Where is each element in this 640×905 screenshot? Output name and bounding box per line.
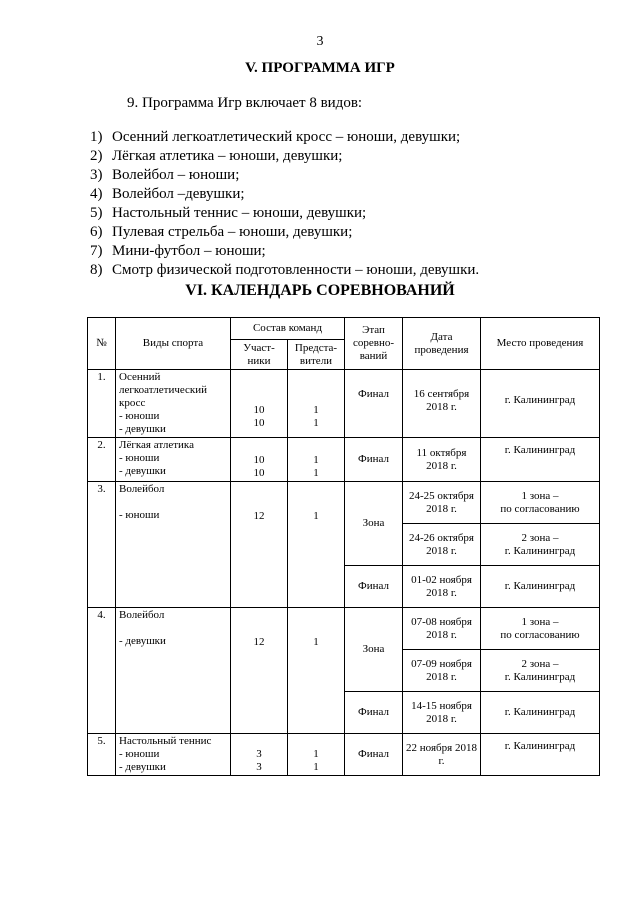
section-6-title: VI. КАЛЕНДАРЬ СОРЕВНОВАНИЙ (185, 282, 455, 299)
header-participants: Участ-ники (231, 340, 288, 370)
header-sport: Виды спорта (116, 318, 231, 370)
list-item: 7) Мини-футбол – юноши; (90, 243, 266, 259)
list-item: 4) Волейбол –девушки; (90, 186, 245, 202)
table-row: 4. Волейбол - девушки 12 1 Зона 07-08 ноября 2018 г. 1 зона – по согласованию (88, 608, 600, 650)
list-item: 2) Лёгкая атлетика – юноши, девушки; (90, 148, 343, 164)
list-item: 5) Настольный теннис – юноши, девушки; (90, 205, 367, 221)
header-representatives: Предста-вители (288, 340, 345, 370)
table-row: 24-26 октября 2018 г. 2 зона – г. Калининград (88, 524, 600, 566)
sport-cell: Волейбол - девушки (116, 608, 231, 734)
header-date: Дата проведения (403, 318, 481, 370)
header-teams: Состав команд (231, 318, 345, 340)
list-item: 3) Волейбол – юноши; (90, 167, 240, 183)
program-intro: 9. Программа Игр включает 8 видов: (127, 95, 363, 111)
header-num: № (88, 318, 116, 370)
table-row: Финал 14-15 ноября 2018 г. г. Калининград (88, 692, 600, 734)
table-row: 07-09 ноября 2018 г. 2 зона – г. Калининград (88, 650, 600, 692)
list-item: 8) Смотр физической подготовленности – юноши, девушки. (90, 262, 480, 278)
header-place: Место проведения (481, 318, 600, 370)
page-number: 3 (316, 34, 324, 49)
table-row: Финал 01-02 ноября 2018 г. г. Калининград (88, 566, 600, 608)
list-item: 1) Осенний легкоатлетический кросс – юноши, девушки; (90, 129, 461, 145)
sport-cell: Осенний легкоатлетический кросс - юноши - девушки (116, 370, 231, 438)
list-item: 6) Пулевая стрельба – юноши, девушки; (90, 224, 353, 240)
sport-cell: Настольный теннис - юноши - девушки (116, 734, 231, 776)
section-5-title: V. ПРОГРАММА ИГР (245, 60, 395, 76)
sports-list (90, 128, 479, 280)
table-row: 3. Волейбол - юноши 12 1 Зона 24-25 октября 2018 г. 1 зона – по согласованию (88, 482, 600, 524)
table-row: 5. Настольный теннис - юноши - девушки 3 3 1 1 Финал 22 ноября 2018 г. г. Калининград (88, 734, 600, 776)
competition-calendar-table (87, 317, 600, 776)
table-row: 2. Лёгкая атлетика - юноши - девушки 10 10 1 1 Финал 11 октября 2018 г. г. Калининград (88, 438, 600, 482)
sport-cell: Лёгкая атлетика - юноши - девушки (116, 438, 231, 482)
table-row: 1. Осенний легкоатлетический кросс - юноши - девушки 10 10 1 1 Финал 16 сентября 2018 г. г. Калининград (88, 370, 600, 438)
sport-cell: Волейбол - юноши (116, 482, 231, 608)
header-stage: Этап соревно-ваний (345, 318, 403, 370)
